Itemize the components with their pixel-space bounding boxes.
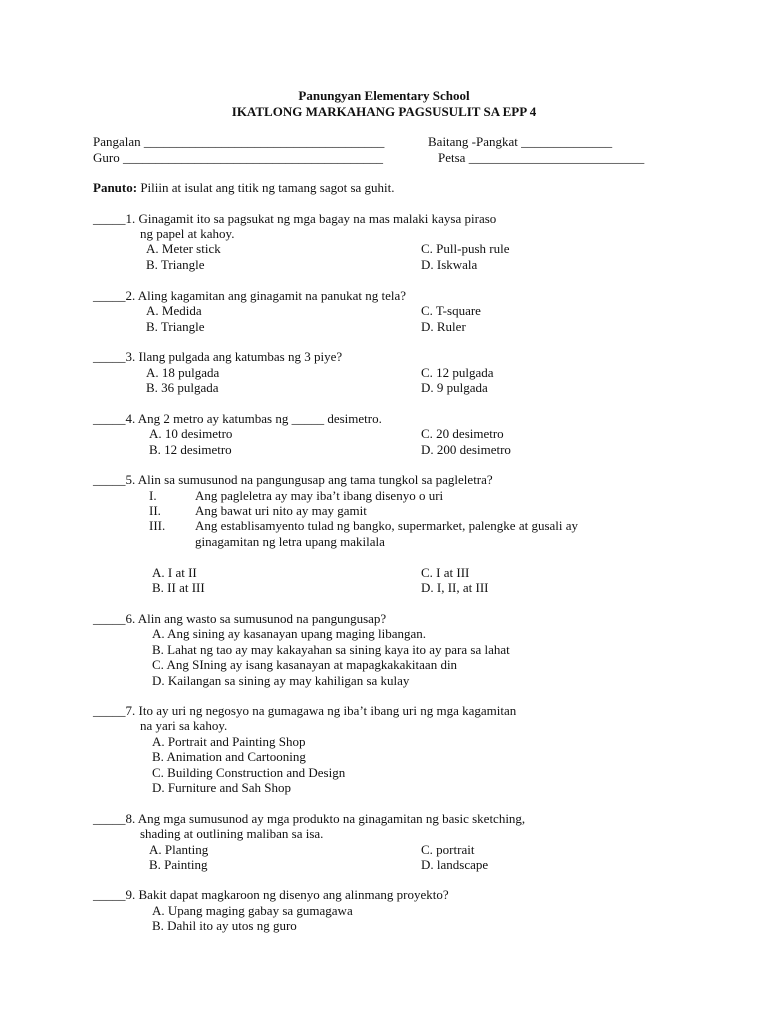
question-3: _____3. Ilang pulgada ang katumbas ng 3 piye?	[93, 349, 343, 364]
q8-choice-a: A. Planting	[149, 842, 209, 857]
q8-choice-c: C. portrait	[421, 842, 475, 857]
q2-choice-a: A. Medida	[146, 303, 202, 318]
q2-choice-b: B. Triangle	[146, 319, 205, 334]
q3-choice-d: D. 9 pulgada	[421, 380, 488, 395]
q3-choice-c: C. 12 pulgada	[421, 365, 494, 380]
q9-choice-a: A. Upang maging gabay sa gumagawa	[152, 903, 353, 918]
question-7-cont: na yari sa kahoy.	[140, 718, 228, 733]
q5-statement-2-num: II.	[149, 503, 161, 518]
q4-choice-d: D. 200 desimetro	[421, 442, 511, 457]
exam-title: IKATLONG MARKAHANG PAGSUSULIT SA EPP 4	[231, 104, 537, 119]
q4-choice-b: B. 12 desimetro	[149, 442, 232, 457]
guro-field: Guro ________________________________________	[93, 150, 383, 165]
q5-statement-2: Ang bawat uri nito ay may gamit	[195, 503, 367, 518]
q9-choice-b: B. Dahil ito ay utos ng guro	[152, 918, 297, 933]
question-2: _____2. Aling kagamitan ang ginagamit na panukat ng tela?	[93, 288, 407, 303]
instructions	[93, 180, 395, 195]
q4-choice-c: C. 20 desimetro	[421, 426, 504, 441]
q1-choice-c: C. Pull-push rule	[421, 241, 510, 256]
q5-choice-a: A. I at II	[152, 565, 197, 580]
q7-choice-b: B. Animation and Cartooning	[152, 749, 306, 764]
baitang-pangkat-field: Baitang -Pangkat ______________	[428, 134, 613, 149]
q3-choice-a: A. 18 pulgada	[146, 365, 220, 380]
question-1: _____1. Ginagamit ito sa pagsukat ng mga bagay na mas malaki kaysa piraso	[93, 211, 497, 226]
q5-choice-c: C. I at III	[421, 565, 470, 580]
q5-choice-b: B. II at III	[152, 580, 205, 595]
question-8: _____8. Ang mga sumusunod ay mga produkto na ginagamitan ng basic sketching,	[93, 811, 526, 826]
q5-statement-3-num: III.	[149, 518, 166, 533]
q4-choice-a: A. 10 desimetro	[149, 426, 233, 441]
school-name: Panungyan Elementary School	[298, 88, 470, 103]
q6-choice-b: B. Lahat ng tao ay may kakayahan sa sining kaya ito ay para sa lahat	[152, 642, 510, 657]
q7-choice-a: A. Portrait and Painting Shop	[152, 734, 306, 749]
q2-choice-d: D. Ruler	[421, 319, 466, 334]
q5-choice-d: D. I, II, at III	[421, 580, 489, 595]
question-7: _____7. Ito ay uri ng negosyo na gumagawa ng iba’t ibang uri ng mga kagamitan	[93, 703, 517, 718]
q8-choice-d: D. landscape	[421, 857, 489, 872]
petsa-field: Petsa ___________________________	[438, 150, 645, 165]
q1-choice-a: A. Meter stick	[146, 241, 221, 256]
q1-choice-b: B. Triangle	[146, 257, 205, 272]
question-1-cont: ng papel at kahoy.	[140, 226, 235, 241]
q5-statement-3-cont: ginagamitan ng letra upang makilala	[195, 534, 385, 549]
q6-choice-c: C. Ang SIning ay isang kasanayan at mapagkakakitaan din	[152, 657, 458, 672]
q8-choice-b: B. Painting	[149, 857, 208, 872]
q5-statement-3: Ang establisamyento tulad ng bangko, supermarket, palengke at gusali ay	[195, 518, 579, 533]
instructions-label: Panuto:	[93, 180, 138, 195]
question-6: _____6. Alin ang wasto sa sumusunod na pangungusap?	[93, 611, 387, 626]
question-9: _____9. Bakit dapat magkaroon ng disenyo ang alinmang proyekto?	[93, 887, 449, 902]
q5-statement-1-num: I.	[149, 488, 157, 503]
q5-statement-1: Ang pagleletra ay may iba’t ibang disenyo o uri	[195, 488, 444, 503]
question-8-cont: shading at outlining maliban sa isa.	[140, 826, 324, 841]
q6-choice-a: A. Ang sining ay kasanayan upang maging libangan.	[152, 626, 427, 641]
q2-choice-c: C. T-square	[421, 303, 481, 318]
question-4: _____4. Ang 2 metro ay katumbas ng _____ desimetro.	[93, 411, 382, 426]
q1-choice-d: D. Iskwala	[421, 257, 478, 272]
q7-choice-d: D. Furniture and Sah Shop	[152, 780, 292, 795]
question-5: _____5. Alin sa sumusunod na pangungusap ang tama tungkol sa pagleletra?	[93, 472, 493, 487]
q3-choice-b: B. 36 pulgada	[146, 380, 219, 395]
pangalan-field: Pangalan _____________________________________	[93, 134, 385, 149]
q7-choice-c: C. Building Construction and Design	[152, 765, 346, 780]
q6-choice-d: D. Kailangan sa sining ay may kahiligan sa kulay	[152, 673, 410, 688]
instructions-text: Piliin at isulat ang titik ng tamang sagot sa guhit.	[137, 180, 395, 195]
